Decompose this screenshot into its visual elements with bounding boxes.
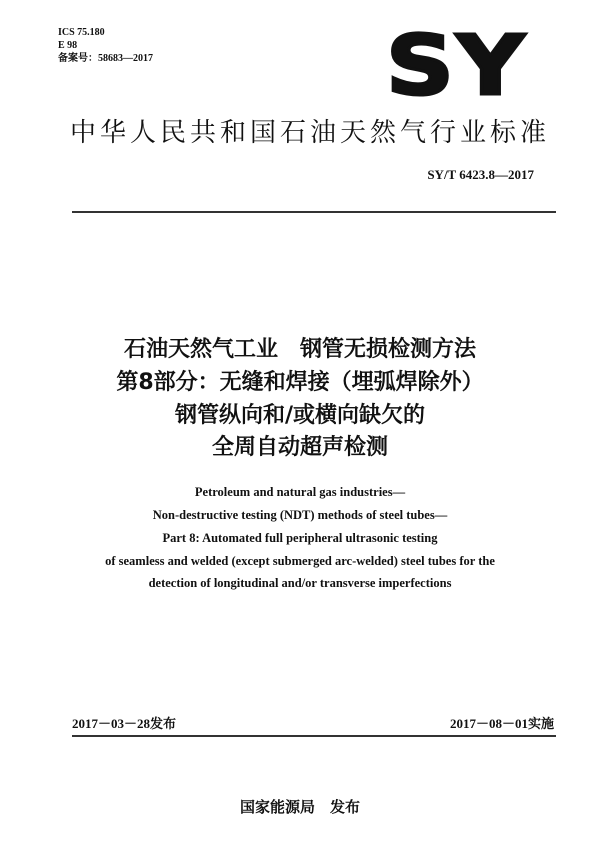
standard-number: SY/T 6423.8—2017 xyxy=(427,167,534,182)
sy-logo: SY xyxy=(386,19,527,114)
bottom-divider xyxy=(72,735,556,737)
filing-number: 备案号：58683—2017 xyxy=(58,53,153,64)
title-en-line: detection of longitudinal and/or transverse imperfections xyxy=(148,576,452,590)
implement-date: 2017－08－01实施 xyxy=(449,716,554,731)
classification-code: E 98 xyxy=(58,40,78,51)
title-en-line: of seamless and welded (except submerged arc-welded) steel tubes for the xyxy=(105,554,495,568)
org-title: 中华人民共和国石油天然气行业标准 xyxy=(69,118,550,148)
title-zh-line: 第8部分：无缝和焊接（埋弧焊除外） xyxy=(116,370,484,395)
title-en-line: Part 8: Automated full peripheral ultrasonic testing xyxy=(162,531,438,545)
title-en-line: Non-destructive testing (NDT) methods of steel tubes— xyxy=(152,508,448,522)
title-zh-line: 钢管纵向和/或横向缺欠的 xyxy=(174,403,426,428)
publisher: 国家能源局 发布 xyxy=(239,798,360,816)
top-divider xyxy=(72,211,556,213)
title-zh-line: 全周自动超声检测 xyxy=(211,435,388,460)
ics-code: ICS 75.180 xyxy=(58,27,105,38)
title-en-line: Petroleum and natural gas industries— xyxy=(194,485,406,499)
issue-date: 2017－03－28发布 xyxy=(72,716,177,731)
title-zh-line: 石油天然气工业 钢管无损检测方法 xyxy=(123,337,476,362)
